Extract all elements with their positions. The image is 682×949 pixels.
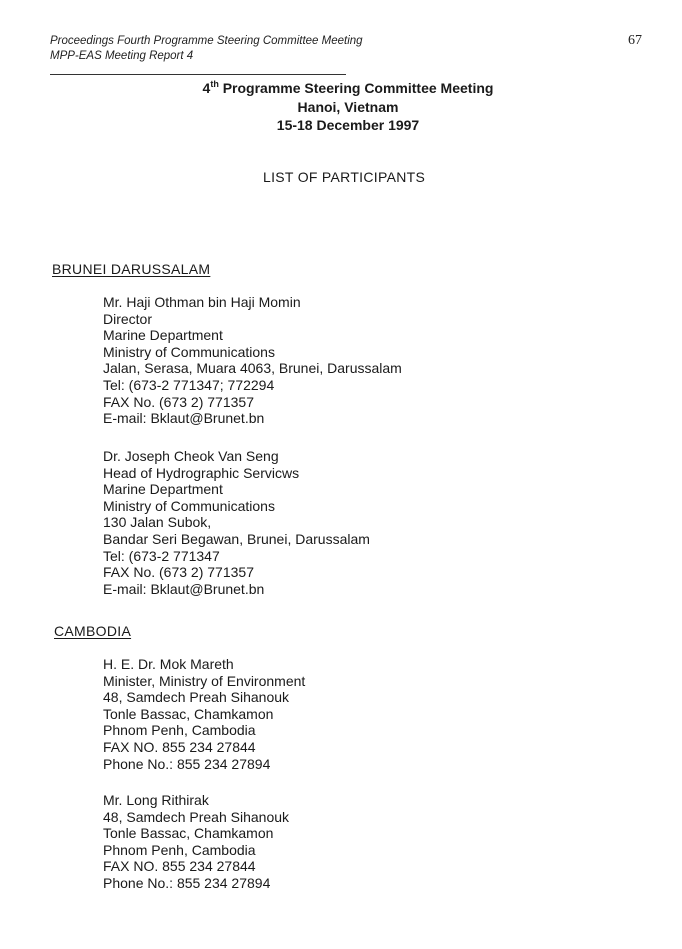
participant-tel: Tel: (673-2 771347: [103, 547, 220, 564]
participant-email: E-mail: Bklaut@Brunet.bn: [103, 410, 265, 427]
header-divider: [50, 74, 346, 75]
participant-address-city: Phnom Penh, Cambodia: [103, 841, 256, 858]
participant-fax: FAX NO. 855 234 27844: [103, 858, 256, 875]
participant-address-district: Tonle Bassac, Chamkamon: [103, 705, 274, 722]
participant-address-city: Bandar Seri Begawan, Brunei, Darussalam: [103, 530, 370, 547]
running-header: [50, 34, 363, 64]
participant-address: 48, Samdech Preah Sihanouk: [103, 689, 290, 706]
meeting-dates: 15-18 December 1997: [276, 117, 420, 133]
meeting-ordinal-suffix: th: [210, 79, 219, 89]
participant-ministry: Ministry of Communications: [103, 343, 275, 360]
participant-address-district: Tonle Bassac, Chamkamon: [103, 825, 274, 842]
participant-name: Dr. Joseph Cheok Van Seng: [103, 448, 279, 464]
country-heading-cambodia: CAMBODIA: [54, 623, 132, 639]
participant-fax: FAX No. (673 2) 771357: [103, 564, 254, 581]
participant-fax: FAX NO. 855 234 27844: [103, 738, 256, 755]
participant-fax: FAX No. (673 2) 771357: [103, 393, 254, 410]
participant-position: Director: [103, 310, 153, 327]
list-of-participants-heading: LIST OF PARTICIPANTS: [263, 169, 426, 185]
meeting-title: [180, 79, 516, 98]
participant-position: Minister, Ministry of Environment: [103, 672, 306, 689]
participant-department: Marine Department: [103, 481, 223, 498]
participant-tel: Tel: (673-2 771347; 772294: [103, 376, 275, 393]
participant-address: Jalan, Serasa, Muara 4063, Brunei, Darussalam: [103, 360, 402, 377]
participant-entry: [103, 792, 289, 892]
participant-name: H. E. Dr. Mok Mareth: [103, 656, 234, 672]
participant-entry: [103, 294, 402, 427]
participant-name: Mr. Haji Othman bin Haji Momin: [103, 294, 301, 310]
participant-position: Head of Hydrographic Servicws: [103, 464, 300, 481]
participant-phone: Phone No.: 855 234 27894: [103, 874, 271, 891]
header-report-number: MPP-EAS Meeting Report 4: [50, 50, 194, 62]
participant-address-city: Phnom Penh, Cambodia: [103, 722, 256, 739]
participant-ministry: Ministry of Communications: [103, 497, 275, 514]
page-number: 67: [628, 33, 642, 48]
participant-address: 48, Samdech Preah Sihanouk: [103, 808, 290, 825]
participant-department: Marine Department: [103, 327, 223, 344]
country-heading-brunei: BRUNEI DARUSSALAM: [52, 261, 211, 277]
meeting-location: Hanoi, Vietnam: [297, 98, 399, 115]
participant-email: E-mail: Bklaut@Brunet.bn: [103, 580, 265, 597]
meeting-title-block: [180, 79, 516, 135]
participant-entry: [103, 656, 305, 772]
meeting-title-text: Programme Steering Committee Meeting: [218, 80, 494, 96]
meeting-ordinal: 4: [202, 80, 211, 96]
participant-address: 130 Jalan Subok,: [103, 514, 212, 531]
participant-phone: Phone No.: 855 234 27894: [103, 755, 271, 772]
participant-name: Mr. Long Rithirak: [103, 792, 209, 808]
header-proceedings-title: Proceedings Fourth Programme Steering Committee Meeting: [50, 35, 363, 47]
participant-entry: [103, 448, 370, 597]
